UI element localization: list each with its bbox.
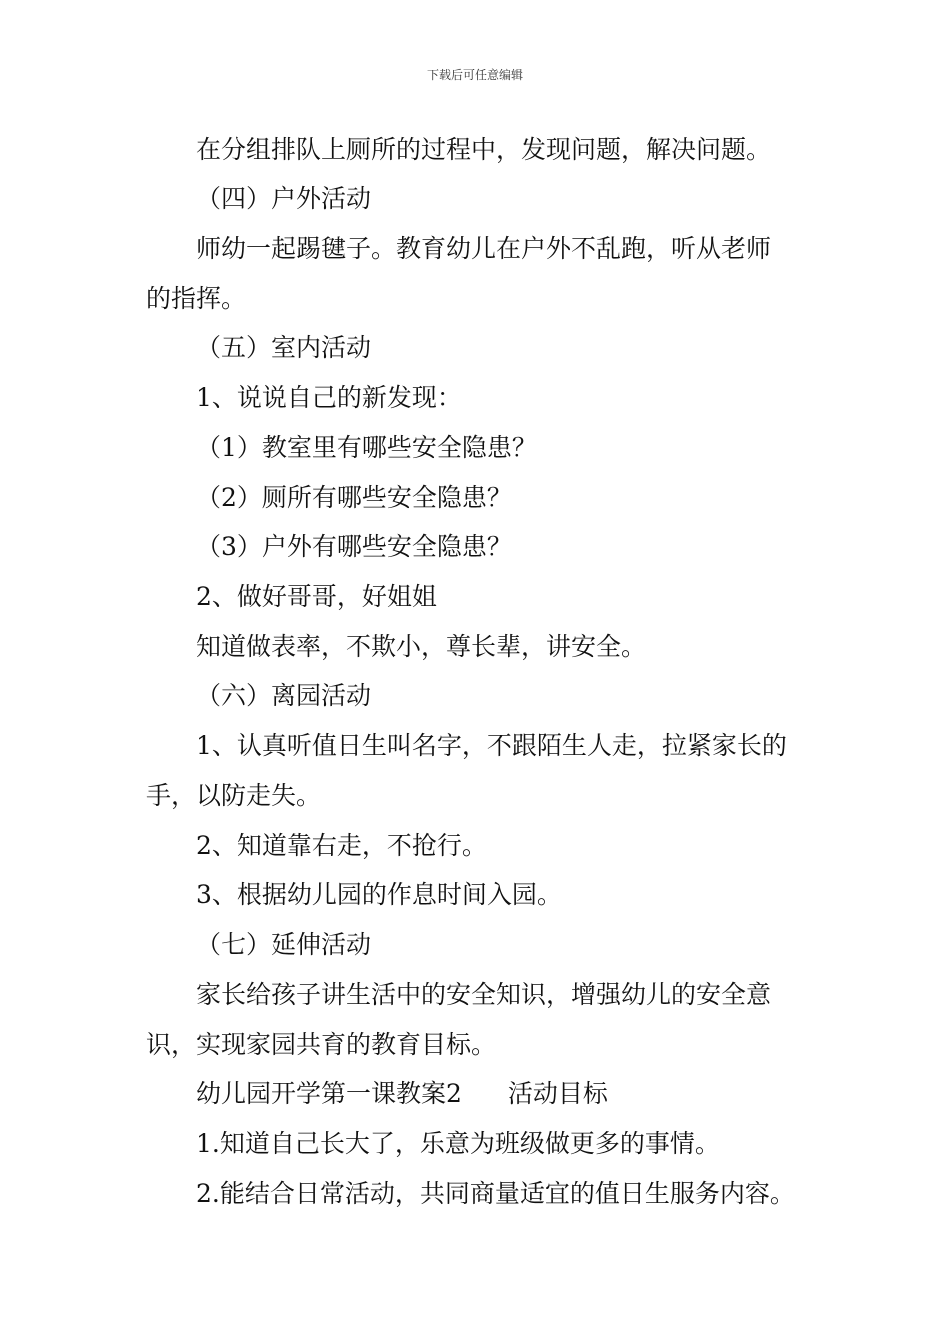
list-item: 2.能结合日常活动，共同商量适宜的值日生服务内容。	[196, 1179, 795, 1208]
lesson-title-line	[196, 1079, 608, 1109]
paragraph-line: 识，实现家园共育的教育目标。	[146, 1030, 497, 1059]
list-item: 2、知道靠右走，不抢行。	[196, 831, 487, 860]
section-heading: （七）延伸活动	[196, 930, 372, 959]
list-item: 3、根据幼儿园的作息时间入园。	[196, 880, 562, 909]
list-item: 1、认真听值日生叫名字，不跟陌生人走，拉紧家长的	[196, 731, 787, 760]
objectives-heading: 活动目标	[507, 1079, 608, 1108]
list-item: （3）户外有哪些安全隐患？	[196, 532, 512, 561]
list-item: 2、做好哥哥，好姐姐	[196, 582, 437, 611]
paragraph-line: 的指挥。	[146, 284, 247, 313]
paragraph-line: 知道做表率，不欺小，尊长辈，讲安全。	[196, 632, 647, 661]
section-heading: （六）离园活动	[196, 681, 372, 710]
lesson-title: 幼儿园开学第一课教案2	[196, 1079, 462, 1108]
paragraph-line: 家长给孩子讲生活中的安全知识，增强幼儿的安全意	[196, 980, 772, 1009]
paragraph-line: 在分组排队上厕所的过程中，发现问题，解决问题。	[196, 135, 772, 164]
section-heading: （四）户外活动	[196, 184, 372, 213]
section-heading: （五）室内活动	[196, 333, 372, 362]
list-item: 1、说说自己的新发现：	[196, 383, 462, 412]
list-item: 1.知道自己长大了，乐意为班级做更多的事情。	[196, 1129, 720, 1158]
page-header: 下载后可任意编辑	[426, 68, 523, 82]
list-item: （1）教室里有哪些安全隐患？	[196, 433, 537, 462]
list-item: （2）厕所有哪些安全隐患？	[196, 483, 512, 512]
paragraph-line: 手，以防走失。	[146, 781, 322, 810]
paragraph-line: 师幼一起踢毽子。教育幼儿在户外不乱跑，听从老师	[196, 234, 772, 263]
